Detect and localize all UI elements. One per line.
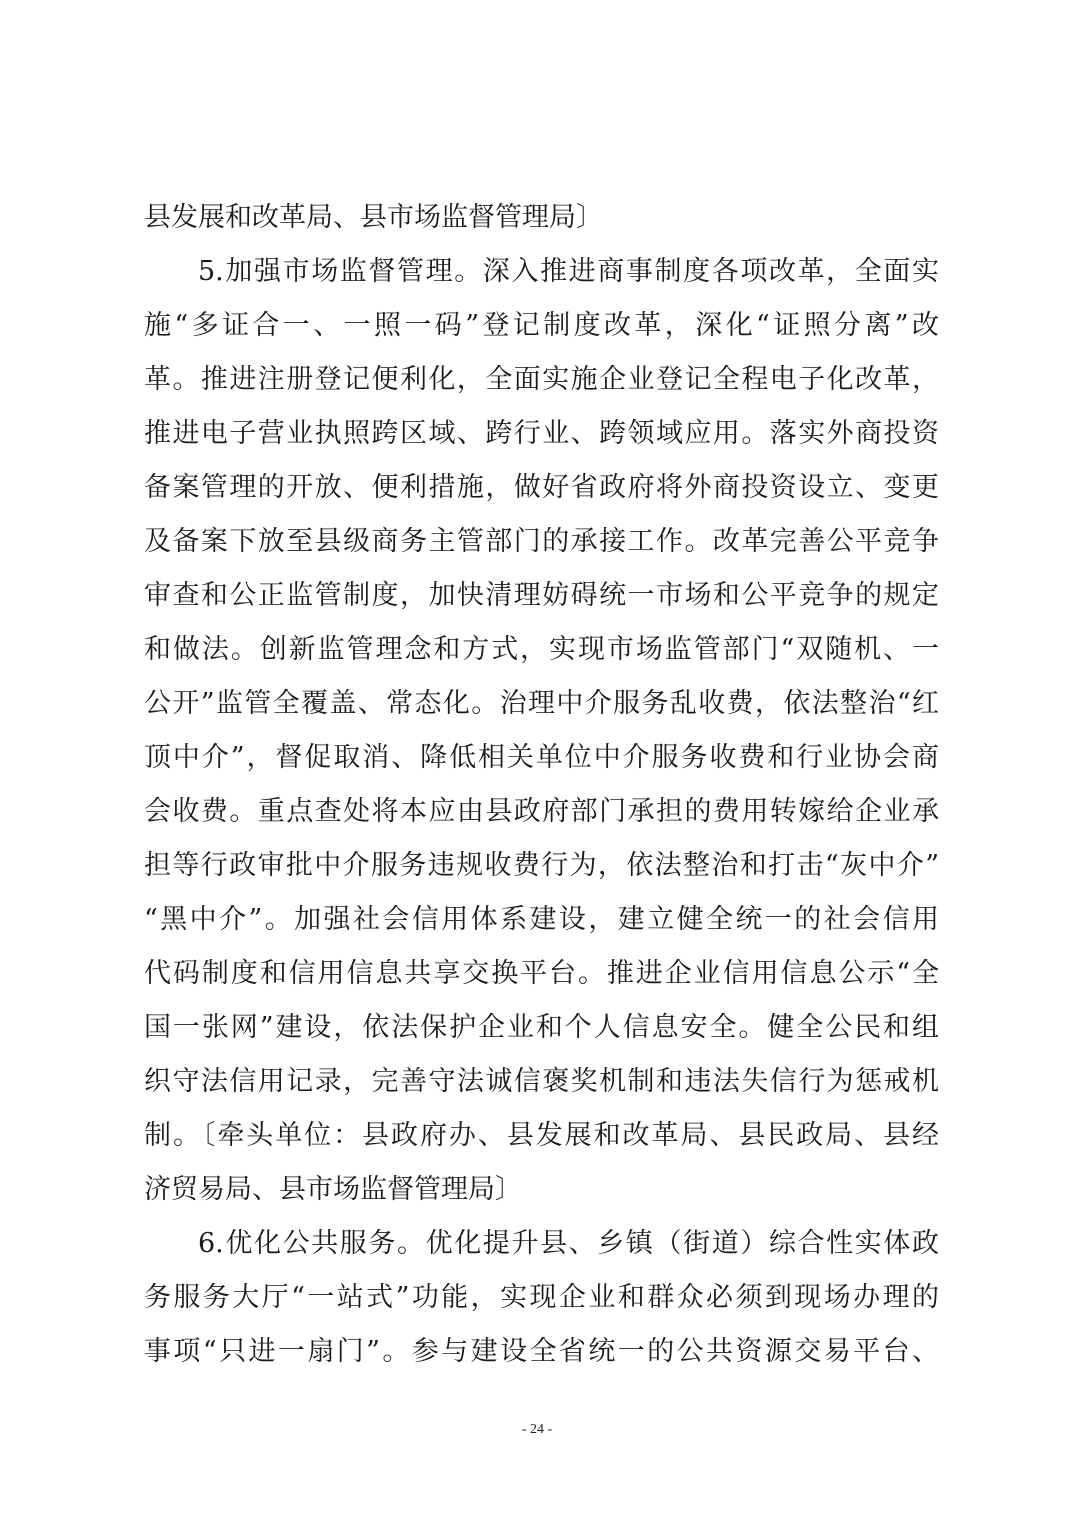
- text-line: 公开”监管全覆盖、常态化。治理中介服务乱收费，依法整治“红: [144, 688, 939, 719]
- page-number: - 24 -: [521, 1422, 553, 1437]
- text-line: 事项“只进一扇门”。参与建设全省统一的公共资源交易平台、: [144, 1336, 939, 1367]
- text-line: 代码制度和信用信息共享交换平台。推进企业信用信息公示“全: [144, 958, 939, 989]
- text-line: 备案管理的开放、便利措施，做好省政府将外商投资设立、变更: [144, 472, 939, 503]
- text-line: 国一张网”建设，依法保护企业和个人信息安全。健全公民和组: [144, 1012, 939, 1043]
- text-line: 审查和公正监管制度，加快清理妨碍统一市场和公平竞争的规定: [144, 580, 939, 611]
- text-line: 济贸易局、县市场监督管理局〕: [144, 1174, 522, 1205]
- text-line: 织守法信用记录，完善守法诚信褒奖机制和违法失信行为惩戒机: [144, 1066, 939, 1097]
- text-line: 县发展和改革局、县市场监督管理局〕: [144, 202, 603, 233]
- text-line: 及备案下放至县级商务主管部门的承接工作。改革完善公平竞争: [144, 526, 939, 557]
- text-line: 务服务大厅“一站式”功能，实现企业和群众必须到现场办理的: [144, 1282, 939, 1313]
- text-line: 和做法。创新监管理念和方式，实现市场监管部门“双随机、一: [144, 634, 939, 665]
- text-line: 制。〔牵头单位：县政府办、县发展和改革局、县民政局、县经: [144, 1120, 939, 1151]
- text-line: “黑中介”。加强社会信用体系建设，建立健全统一的社会信用: [144, 904, 939, 935]
- text-line: 施“多证合一、一照一码”登记制度改革，深化“证照分离”改: [144, 310, 939, 341]
- text-line: 推进电子营业执照跨区域、跨行业、跨领域应用。落实外商投资: [144, 418, 939, 449]
- text-line: 6.优化公共服务。优化提升县、乡镇（街道）综合性实体政: [198, 1228, 939, 1259]
- text-line: 担等行政审批中介服务违规收费行为，依法整治和打击“灰中介”: [144, 850, 939, 881]
- text-line: 革。推进注册登记便利化，全面实施企业登记全程电子化改革，: [144, 364, 939, 395]
- text-line: 顶中介”，督促取消、降低相关单位中介服务收费和行业协会商: [144, 742, 939, 773]
- text-line: 5.加强市场监督管理。深入推进商事制度各项改革，全面实: [198, 256, 939, 287]
- text-line: 会收费。重点查处将本应由县政府部门承担的费用转嫁给企业承: [144, 796, 939, 827]
